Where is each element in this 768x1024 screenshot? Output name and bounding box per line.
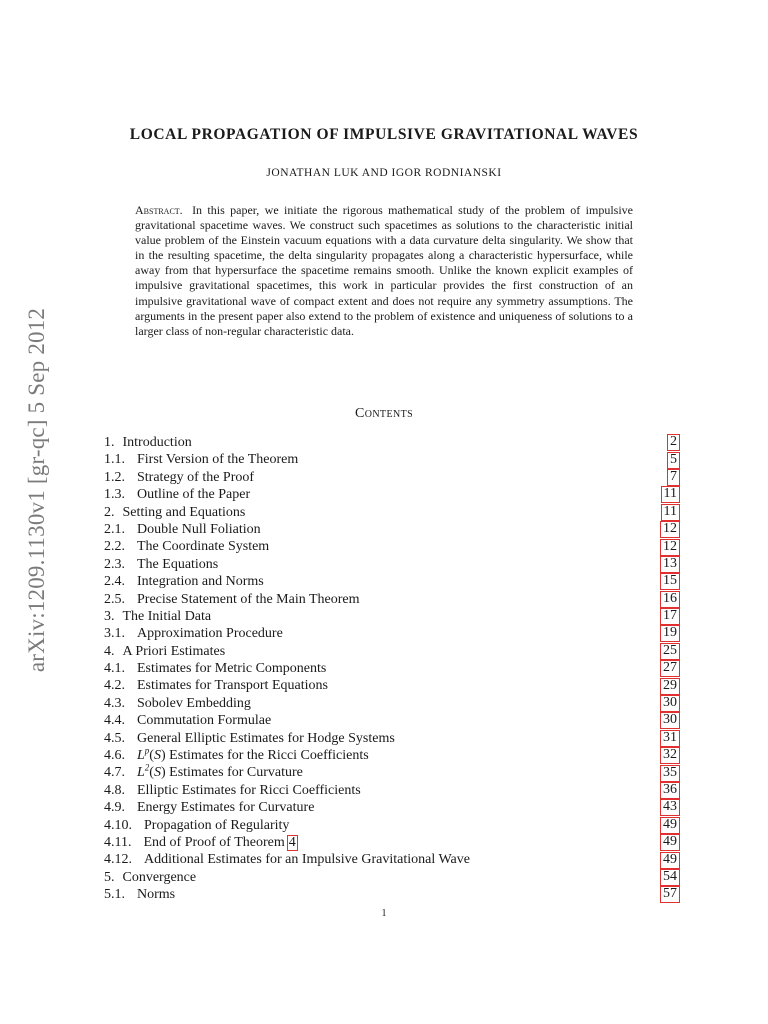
toc-entry[interactable]: [104, 764, 680, 781]
toc-entry[interactable]: [104, 504, 680, 521]
toc-section-number: 4.11.: [104, 834, 132, 850]
toc-entry[interactable]: [104, 730, 680, 747]
toc-section-title: Sobolev Embedding: [137, 695, 251, 711]
toc-entry[interactable]: [104, 677, 680, 694]
toc-math-norm: $L^2(S)$: [137, 762, 170, 781]
toc-page-link[interactable]: 30: [660, 695, 680, 712]
toc-section-title: Estimates for the Ricci Coefficients: [169, 748, 369, 764]
toc-math-norm: $L^p(S)$: [137, 745, 170, 764]
toc-section-title: Outline of the Paper: [137, 487, 251, 503]
toc-section-title: Energy Estimates for Curvature: [137, 800, 315, 816]
toc-section-number: 4.6.: [104, 748, 125, 764]
toc-page-link[interactable]: 27: [660, 660, 680, 677]
toc-entry-label: [104, 677, 328, 694]
toc-entry[interactable]: [104, 851, 680, 868]
toc-section-number: 2.5.: [104, 591, 125, 607]
toc-section-number: 2.1.: [104, 521, 125, 537]
toc-page-link[interactable]: 12: [660, 521, 680, 538]
toc-section-number: 3.: [104, 608, 115, 624]
toc-page-link[interactable]: 30: [660, 712, 680, 729]
paper-authors: JONATHAN LUK AND IGOR RODNIANSKI: [266, 167, 502, 179]
toc-section-title: Estimates for Curvature: [169, 765, 303, 781]
toc-section-title: Approximation Procedure: [137, 626, 283, 642]
abstract-text: In this paper, we initiate the rigorous mathematical study of the problem of impulsive gravitational spacetime waves. We construct such spacetimes as solutions to the characteristic initial value problem of the Einstein vacuum equations with a data curvature delta singularity. We show that in the resulting spacetime, the delta singularity propagates along a characteristic hypersurface, while away from that hypersurface the spacetime remains smooth. Unlike the known explicit examples of impulsive gravitational spacetimes, this work in particular provides the first construction of an impulsive gravitational wave of compact extent and does not require any symmetry assumptions. The arguments in the present paper also extend to the problem of existence and uniqueness of solutions to a larger class of non-regular characteristic data.: [135, 203, 633, 338]
toc-entry[interactable]: [104, 817, 680, 834]
toc-entry-label: [104, 434, 192, 451]
toc-entry[interactable]: [104, 643, 680, 660]
toc-section-title: The Initial Data: [122, 608, 212, 624]
toc-section-title: End of Proof of Theorem: [143, 834, 285, 850]
toc-page-link[interactable]: 29: [660, 678, 680, 695]
toc-entry-label: [104, 538, 269, 555]
toc-page-link[interactable]: 49: [660, 852, 680, 869]
toc-entry-label: [104, 591, 360, 608]
toc-section-number: 4.10.: [104, 817, 132, 833]
toc-page-link[interactable]: 7: [667, 469, 680, 486]
toc-section-number: 1.: [104, 435, 115, 450]
toc-entry-label: [104, 817, 289, 834]
toc-entry[interactable]: [104, 782, 680, 799]
toc-section-title: Commutation Formulae: [137, 713, 272, 729]
toc-entry-label: [104, 712, 271, 729]
toc-section-number: 4.2.: [104, 678, 125, 694]
toc-section-number: 2.: [104, 504, 115, 520]
toc-entry[interactable]: [104, 521, 680, 538]
toc-section-title: Norms: [137, 887, 176, 903]
toc-section-title: Double Null Foliation: [137, 521, 261, 537]
toc-section-title: Strategy of the Proof: [137, 469, 255, 485]
toc-entry-label: [104, 799, 314, 816]
toc-section-number: 2.4.: [104, 574, 125, 590]
toc-entry-label: [104, 521, 261, 538]
toc-section-number: 2.3.: [104, 556, 125, 572]
toc-entry-label: [104, 469, 254, 486]
toc-page-link[interactable]: 16: [660, 591, 680, 608]
toc-entry[interactable]: [104, 451, 680, 468]
toc-section-number: 4.: [104, 643, 115, 659]
toc-entry-label: [104, 451, 298, 468]
toc-section-number: 1.3.: [104, 487, 125, 503]
toc-section-number: 5.: [104, 869, 115, 885]
toc-section-number: 1.1.: [104, 452, 125, 468]
toc-section-title: First Version of the Theorem: [137, 452, 299, 468]
toc-entry-label: [104, 869, 196, 886]
toc-entry[interactable]: [104, 712, 680, 729]
toc-entry-label: [104, 695, 251, 712]
toc-entry-label: [104, 556, 218, 573]
table-of-contents: [104, 434, 680, 904]
toc-entry-label: [104, 486, 250, 503]
toc-entry[interactable]: [104, 591, 680, 608]
toc-page-link[interactable]: 57: [660, 886, 680, 903]
toc-section-number: 3.1.: [104, 626, 125, 642]
contents-heading: Contents: [354, 406, 414, 421]
toc-entry[interactable]: [104, 695, 680, 712]
toc-entry-label: [104, 851, 470, 868]
toc-section-number: 4.4.: [104, 713, 125, 729]
toc-entry[interactable]: [104, 573, 680, 590]
toc-page-link[interactable]: 36: [660, 782, 680, 799]
toc-section-title: Convergence: [122, 869, 197, 885]
toc-entry[interactable]: [104, 556, 680, 573]
toc-entry[interactable]: [104, 834, 680, 851]
page-number: 1: [381, 908, 387, 919]
toc-page-link[interactable]: 13: [660, 556, 680, 573]
toc-section-title: Additional Estimates for an Impulsive Gravitational Wave: [144, 852, 470, 868]
toc-page-link[interactable]: 12: [660, 539, 680, 556]
toc-entry-label: [104, 504, 245, 521]
abstract-label: Abstract.: [135, 203, 183, 217]
toc-section-number: 5.1.: [104, 887, 125, 903]
toc-page-link[interactable]: 43: [660, 799, 680, 816]
toc-entry-label: [104, 747, 369, 764]
toc-entry-label: [104, 764, 303, 781]
toc-section-title: Estimates for Transport Equations: [137, 678, 328, 694]
toc-section-title: The Equations: [137, 556, 219, 572]
toc-entry-label: [104, 782, 361, 799]
toc-page-link[interactable]: 11: [661, 504, 680, 521]
toc-section-title: Precise Statement of the Main Theorem: [137, 591, 360, 607]
abstract: [135, 203, 633, 339]
toc-page-link[interactable]: 15: [660, 573, 680, 590]
toc-section-title: Introduction: [122, 435, 192, 450]
theorem-reference-link[interactable]: 4: [288, 834, 296, 850]
toc-page-link[interactable]: 54: [660, 869, 680, 886]
toc-entry-label: [104, 660, 326, 677]
toc-page-link[interactable]: 49: [660, 817, 680, 834]
toc-entry[interactable]: [104, 434, 680, 451]
toc-section-number: 4.5.: [104, 730, 125, 746]
toc-section-number: 4.7.: [104, 765, 125, 781]
toc-entry-label: [104, 643, 225, 660]
toc-section-number: 4.8.: [104, 782, 125, 798]
toc-section-number: 1.2.: [104, 469, 125, 485]
toc-entry[interactable]: [104, 625, 680, 642]
toc-section-number: 4.12.: [104, 852, 132, 868]
toc-section-title: Estimates for Metric Components: [137, 661, 327, 677]
toc-entry[interactable]: [104, 747, 680, 764]
toc-entry-label: [104, 573, 264, 590]
toc-page-link[interactable]: 35: [660, 765, 680, 782]
toc-section-number: 4.3.: [104, 695, 125, 711]
toc-section-title: The Coordinate System: [137, 539, 270, 555]
toc-page-link[interactable]: 25: [660, 643, 680, 660]
toc-entry[interactable]: [104, 486, 680, 503]
toc-section-number: 4.9.: [104, 800, 125, 816]
toc-entry-label: [104, 608, 211, 625]
toc-entry-label: [104, 886, 175, 903]
toc-entry[interactable]: [104, 608, 680, 625]
toc-section-number: 4.1.: [104, 661, 125, 677]
toc-entry[interactable]: [104, 469, 680, 486]
toc-section-title: Setting and Equations: [122, 504, 246, 520]
toc-section-title: Elliptic Estimates for Ricci Coefficients: [137, 782, 361, 798]
toc-section-number: 2.2.: [104, 539, 125, 555]
toc-page-link[interactable]: 17: [660, 608, 680, 625]
toc-entry-label: [104, 834, 298, 851]
toc-entry[interactable]: [104, 660, 680, 677]
toc-section-title: Integration and Norms: [137, 574, 264, 590]
toc-page-link[interactable]: 19: [660, 625, 680, 642]
toc-entry[interactable]: [104, 886, 680, 903]
toc-section-title: A Priori Estimates: [122, 643, 226, 659]
toc-page-link[interactable]: 32: [660, 747, 680, 764]
toc-entry[interactable]: [104, 538, 680, 555]
toc-entry[interactable]: [104, 799, 680, 816]
toc-page-link[interactable]: 49: [660, 834, 680, 851]
toc-page-link[interactable]: 11: [661, 486, 680, 503]
toc-entry[interactable]: [104, 869, 680, 886]
toc-entry-label: [104, 625, 283, 642]
arxiv-sidebar-stamp: [22, 280, 52, 700]
toc-page-link[interactable]: 5: [667, 452, 680, 469]
arxiv-identifier: arXiv:1209.1130v1 [gr-qc] 5 Sep 2012: [24, 307, 49, 673]
paper-title: LOCAL PROPAGATION OF IMPULSIVE GRAVITATIONAL WAVES: [129, 126, 639, 143]
toc-page-link[interactable]: 2: [667, 434, 680, 451]
toc-section-title: General Elliptic Estimates for Hodge Systems: [137, 730, 395, 746]
toc-section-title: Propagation of Regularity: [144, 817, 290, 833]
toc-page-link[interactable]: 31: [660, 730, 680, 747]
